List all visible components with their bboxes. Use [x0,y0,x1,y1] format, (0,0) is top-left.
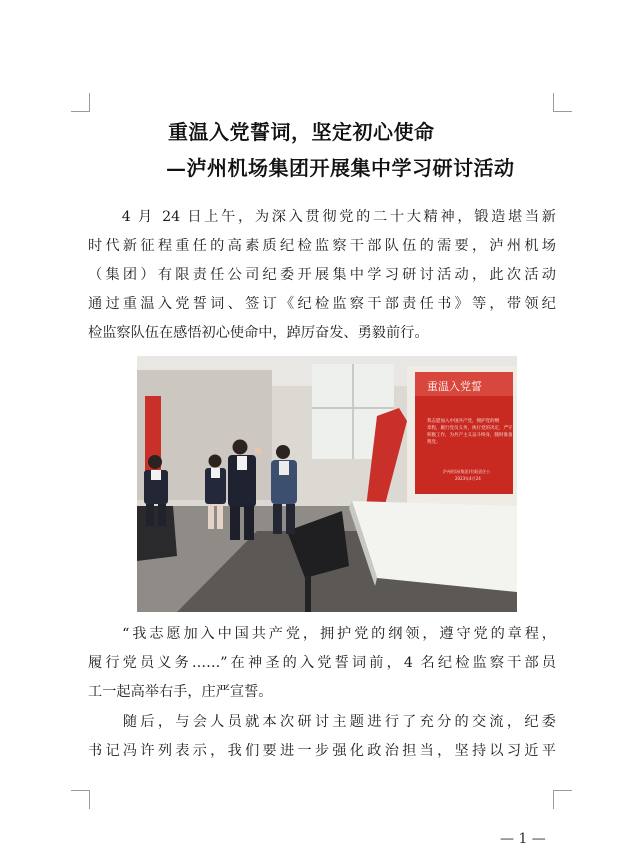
crop-mark-bottom-right [553,790,572,809]
paragraph-2 [88,620,556,707]
oath-photo [137,356,517,612]
screen-text-line: 章程，履行党员义务，执行党的决定，严守 [427,426,513,431]
paragraph-line: “我志愿加入中国共产党，拥护党的纲领，遵守党的章程， [88,626,556,642]
screen-footer-line: 2023年4月24 [455,476,481,481]
crop-mark-top-left [71,93,90,112]
crop-mark-top-right [553,93,572,112]
paragraph-line: 随后，与会人员就本次研讨主题进行了充分的交流，纪委 [88,714,556,730]
screen-text-line: 我志愿加入中国共产党，拥护党的纲 [427,419,499,424]
screen-text-line: 积极工作，为共产主义奋斗终身，随时准备 [427,433,513,438]
paragraph-1 [88,203,556,348]
screen-footer-line: 泸州机场(集团)有限责任公 [443,469,491,474]
paragraph-3 [88,708,556,766]
title-line-2: —泸州机场集团开展集中学习研讨活动 [166,156,515,180]
paragraph-line: 履行党员义务……”在神圣的入党誓词前，4 名纪检监察干部员 [88,655,556,671]
paragraph-line: 时代新征程重任的高素质纪检监察干部队伍的需要，泸州机场 [88,238,556,254]
paragraph-line: 书记冯许列表示，我们要进一步强化政治担当，坚持以习近平 [88,743,556,759]
paragraph-line: 通过重温入党誓词、签订《纪检监察干部责任书》等，带领纪 [88,296,556,312]
screen-text-line: 叛党。 [427,440,441,445]
paragraph-line: 检监察队伍在感悟初心使命中，踔厉奋发、勇毅前行。 [88,325,429,341]
title-line-1: 重温入党誓词，坚定初心使命 [168,120,435,144]
page-number: — 1 — [500,831,546,847]
crop-mark-bottom-left [71,790,90,809]
paragraph-line: 工一起高举右手，庄严宣誓。 [88,684,273,700]
paragraph-line: 4 月 24 日上午，为深入贯彻党的二十大精神，锻造堪当新 [88,209,556,225]
paragraph-line: （集团）有限责任公司纪委开展集中学习研讨活动，此次活动 [88,267,556,283]
screen-title-text: 重温入党誓 [427,380,482,393]
